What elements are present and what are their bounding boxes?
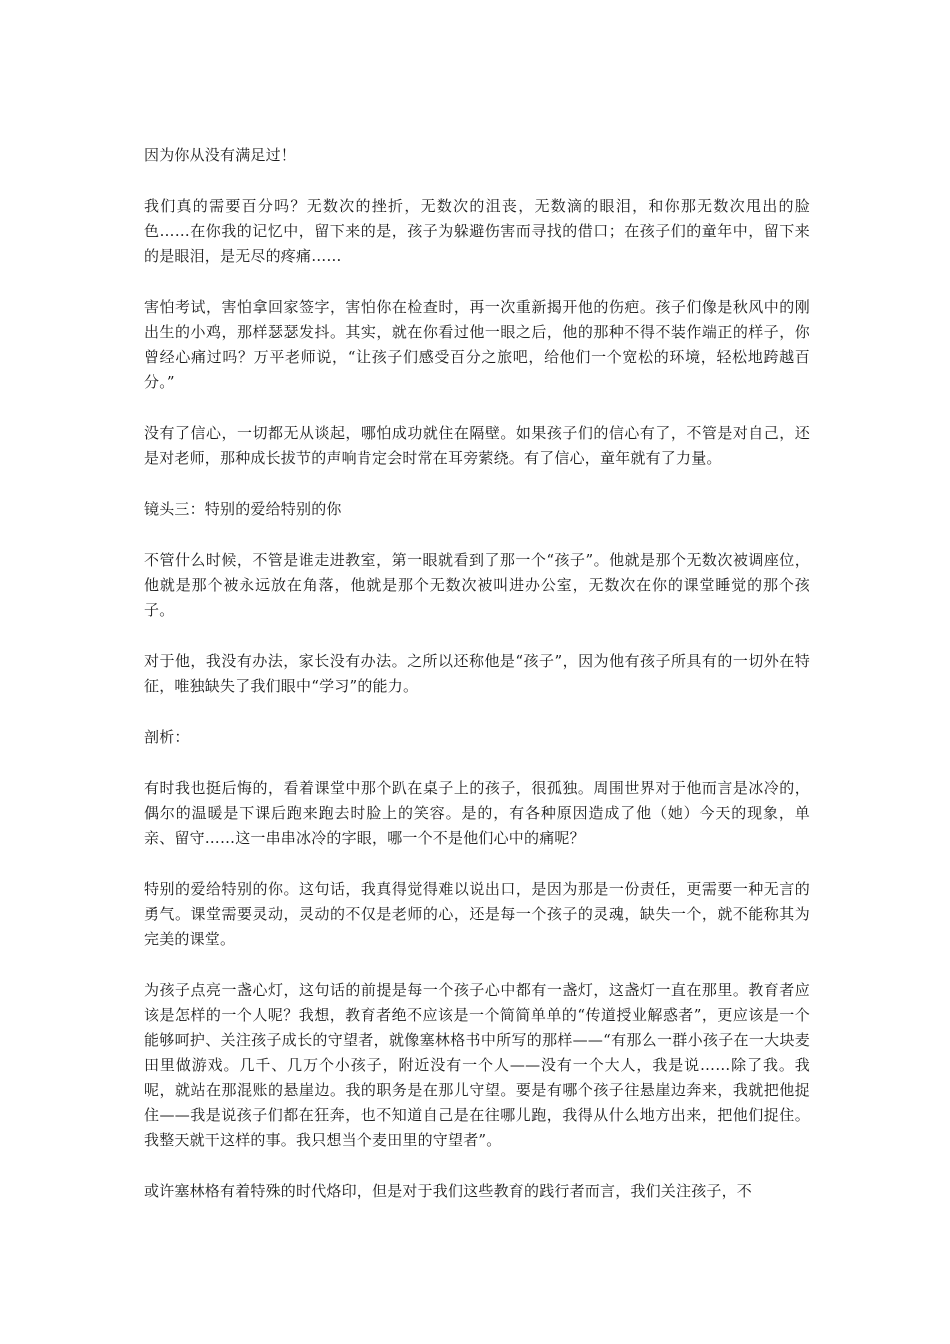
paragraph-confidence: 没有了信心，一切都无从谈起，哪怕成功就住在隔壁。如果孩子们的信心有了，不管是对自己，还是对老师，那种成长拔节的声响肯定会时常在耳旁萦绕。有了信心，童年就有了力量。: [144, 424, 810, 467]
paragraph-fear-of-exams: 害怕考试，害怕拿回家签字，害怕你在检查时，再一次重新揭开他的伤疤。孩子们像是秋风中的刚出生的小鸡，那样瑟瑟发抖。其实，就在你看过他一眼之后，他的那种不得不装作端正的样子，你曾经心痛过吗？万平老师说，“让孩子们感受百分之旅吧，给他们一个宽松的环境，轻松地跨越百分。”: [144, 298, 810, 391]
paragraph-regret: 有时我也挺后悔的，看着课堂中那个趴在桌子上的孩子，很孤独。周围世界对于他而言是冰冷的，偶尔的温暖是下课后跑来跑去时脸上的笑容。是的，有各种原因造成了他（她）今天的现象，单亲、留守……这一串串冰冷的字眼，哪一个不是他们心中的痛呢？: [144, 779, 810, 847]
paragraph-closing-line: 因为你从没有满足过！: [144, 146, 297, 164]
paragraph-that-child: 不管什么时候，不管是谁走进教室，第一眼就看到了那一个“孩子”。他就是那个无数次被调座位，他就是那个被永远放在角落，他就是那个无数次被叫进办公室，无数次在你的课堂睡觉的那个孩子。: [144, 551, 810, 619]
paragraph-heart-lamp: 为孩子点亮一盏心灯，这句话的前提是每一个孩子心中都有一盏灯，这盏灯一直在那里。教育者应该是怎样的一个人呢？我想，教育者绝不应该是一个简简单单的“传道授业解惑者”，更应该是一个能够呵护、关注孩子成长的守望者，就像塞林格书中所写的那样——“有那么一群小孩子在一大块麦田里做游戏。几千、几万个小孩子，附近没有一个人——没有一个大人，我是说……除了我。我呢，就站在那混账的悬崖边。我的职务是在那儿守望。要是有哪个孩子往悬崖边奔来，我就把他捉住——我是说孩子们都在狂奔，也不知道自己是在往哪儿跑，我得从什么地方出来，把他们捉住。我整天就干这样的事。我只想当个麦田里的守望者”。: [144, 981, 810, 1149]
paragraph-special-love: 特别的爱给特别的你。这句话，我真得觉得难以说出口，是因为那是一份责任，更需要一种无言的勇气。课堂需要灵动，灵动的不仅是老师的心，还是每一个孩子的灵魂，缺失一个，就不能称其为完美的课堂。: [144, 880, 810, 948]
section-heading-scene-three: 镜头三：特别的爱给特别的你: [144, 500, 342, 518]
paragraph-no-solution: 对于他，我没有办法，家长没有办法。之所以还称他是“孩子”，因为他有孩子所具有的一切外在特征，唯独缺失了我们眼中“学习”的能力。: [144, 652, 810, 695]
paragraph-hundred-points: 我们真的需要百分吗？无数次的挫折，无数次的沮丧，无数滴的眼泪，和你那无数次甩出的脸色……在你我的记忆中，留下来的是，孩子为躲避伤害而寻找的借口；在孩子们的童年中，留下来的是眼泪，是无尽的疼痛……: [144, 197, 810, 265]
section-heading-analysis: 剖析：: [144, 728, 190, 746]
paragraph-salinger: 或许塞林格有着特殊的时代烙印，但是对于我们这些教育的践行者而言，我们关注孩子，不: [144, 1182, 753, 1200]
document-body: [144, 143, 810, 1230]
